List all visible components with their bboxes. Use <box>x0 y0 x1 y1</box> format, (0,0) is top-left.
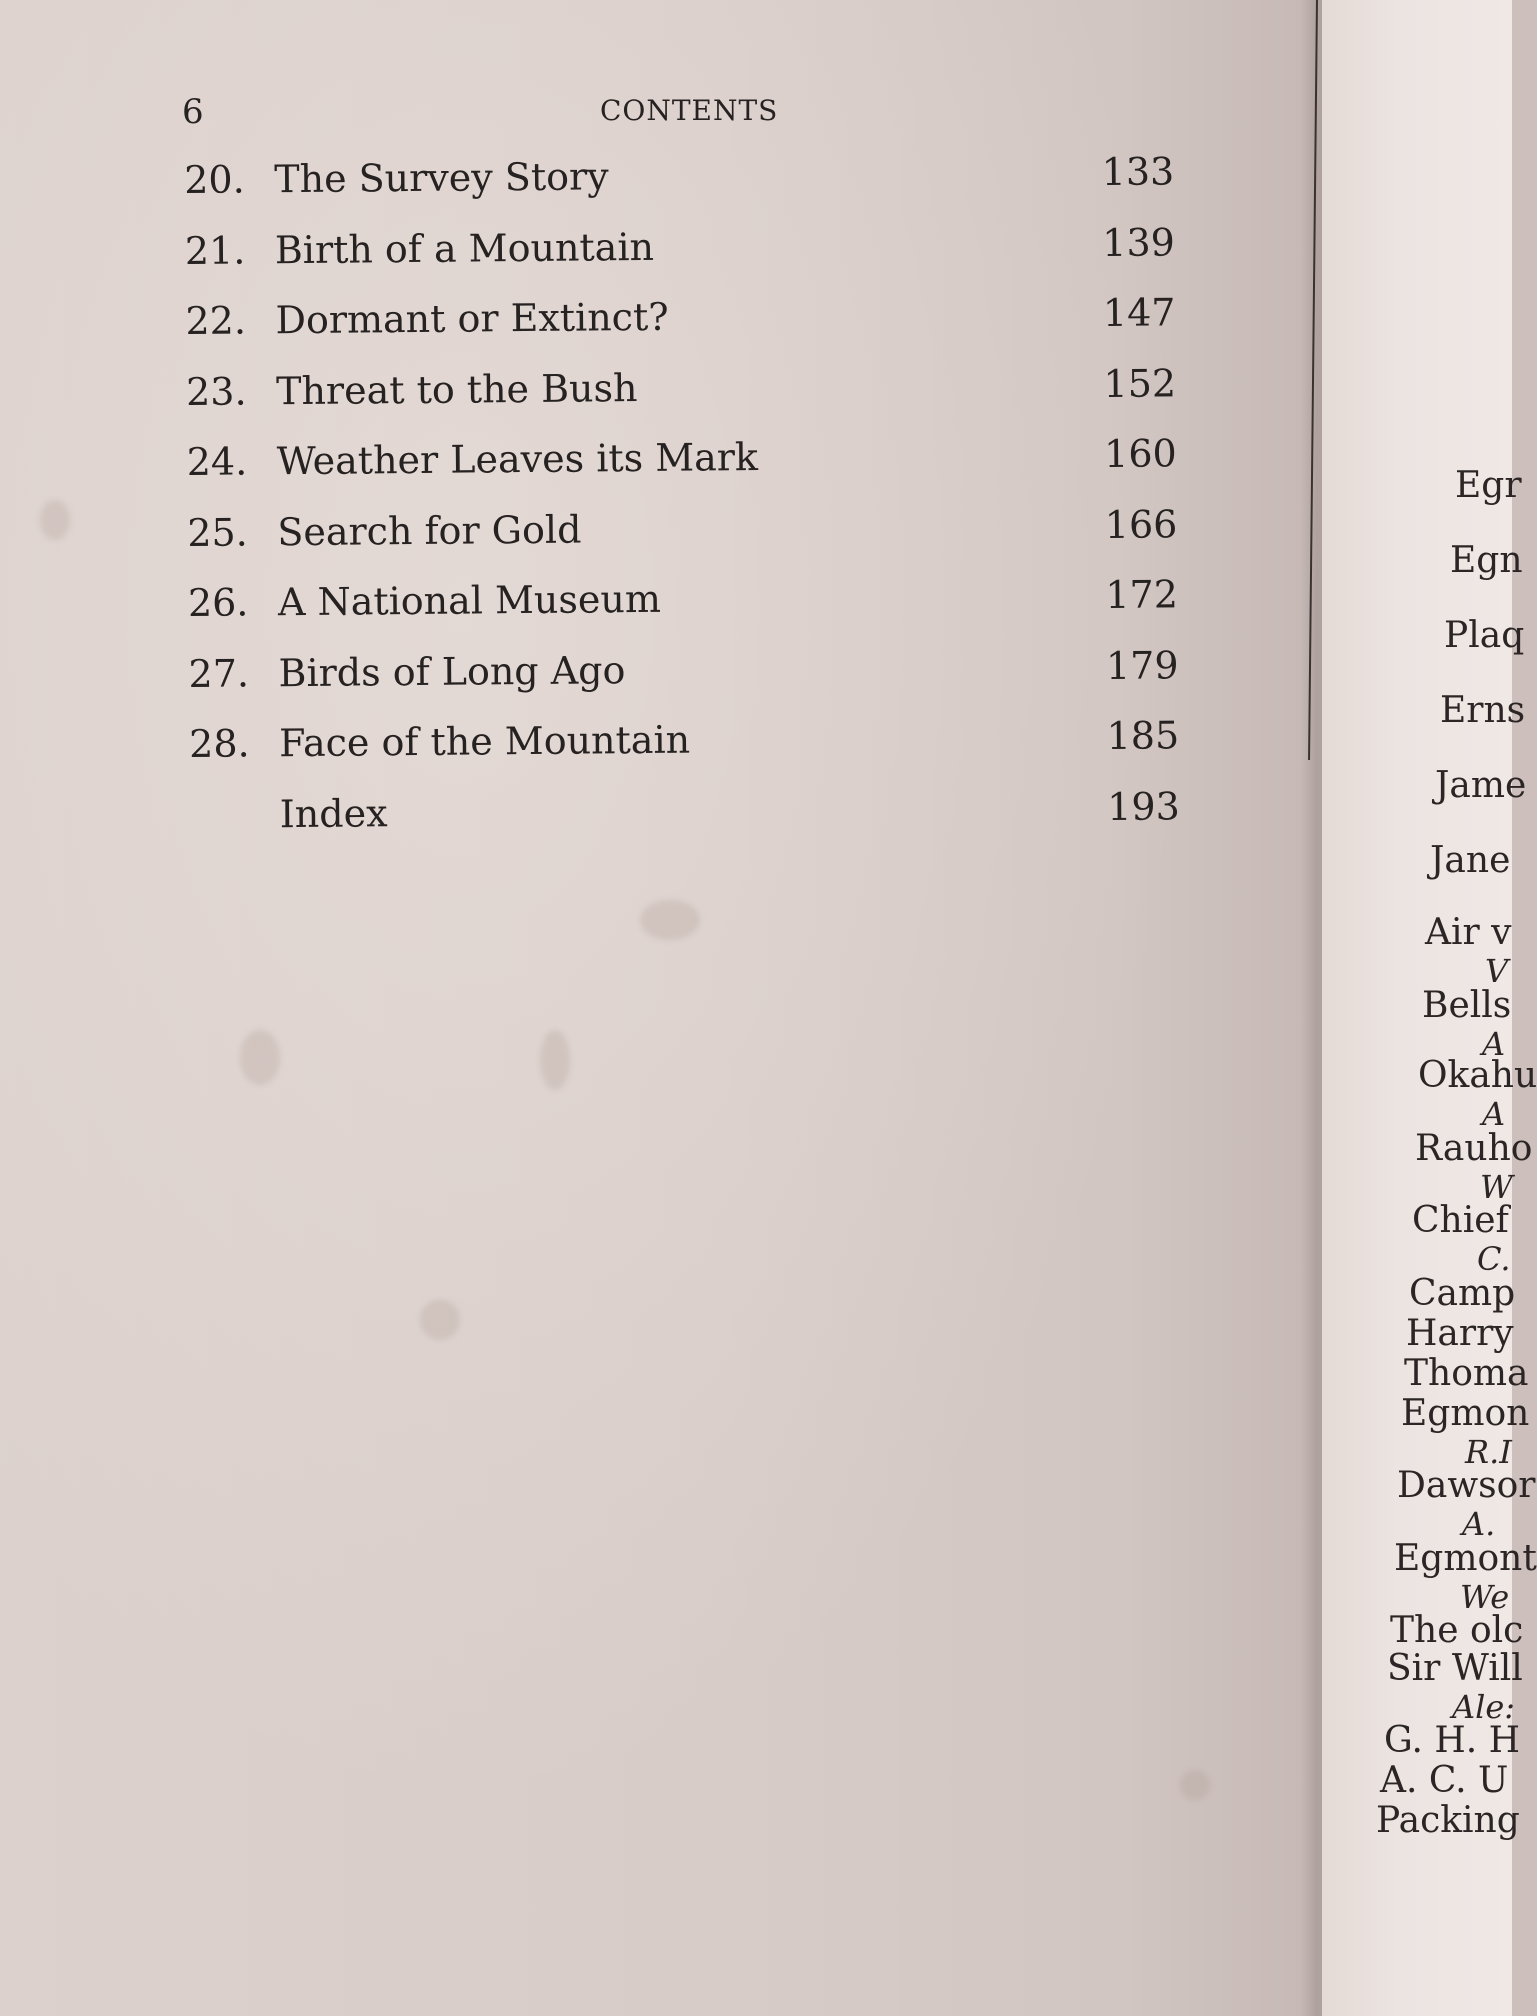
chapter-page: 172 <box>1105 572 1179 617</box>
chapter-title: The Survey Story <box>274 154 609 202</box>
table-of-contents <box>184 141 1230 855</box>
toc-entry <box>188 564 1229 644</box>
chapter-title: Birth of a Mountain <box>274 224 655 272</box>
facing-page-line: Ale: <box>1452 1688 1516 1726</box>
chapter-page: 179 <box>1105 642 1179 688</box>
facing-page-line: Bells <box>1422 985 1512 1026</box>
toc-entry <box>185 282 1226 362</box>
paper-stain <box>420 1300 460 1340</box>
facing-page-line: Jame <box>1435 765 1527 806</box>
chapter-title: Index <box>279 790 388 836</box>
facing-page-line: Egmont <box>1394 1538 1537 1579</box>
facing-page-line: Packing <box>1376 1800 1520 1841</box>
facing-page-line: Erns <box>1440 690 1526 731</box>
paper-stain <box>540 1030 570 1090</box>
chapter-number: 21. <box>184 227 246 273</box>
facing-page-line: C. <box>1477 1240 1511 1278</box>
toc-entry <box>186 352 1227 432</box>
chapter-title: Face of the Mountain <box>278 717 691 766</box>
paper-stain <box>40 500 70 540</box>
chapter-number: 24. <box>186 439 248 484</box>
chapter-page: 139 <box>1102 219 1176 265</box>
facing-page-line: A <box>1482 1025 1506 1063</box>
toc-entry <box>188 634 1229 714</box>
facing-page-line: Rauho <box>1415 1128 1533 1169</box>
facing-page-line: Plaq <box>1444 615 1525 656</box>
facing-page-line: Camp <box>1409 1273 1516 1314</box>
chapter-title: Dormant or Extinct? <box>275 294 669 343</box>
chapter-page: 160 <box>1103 431 1177 476</box>
facing-page-line: Egr <box>1455 465 1522 506</box>
facing-page-line: G. H. H <box>1384 1720 1521 1761</box>
chapter-title: Threat to the Bush <box>275 365 638 413</box>
facing-page-line: Sir Will <box>1387 1648 1523 1689</box>
page-number: 6 <box>182 92 204 132</box>
toc-entry <box>186 423 1227 503</box>
chapter-title: Weather Leaves its Mark <box>276 435 759 484</box>
toc-entry <box>189 705 1230 785</box>
facing-page-line: Thoma <box>1404 1353 1529 1394</box>
facing-page-line: A. C. U <box>1380 1760 1509 1801</box>
chapter-title: Search for Gold <box>277 507 582 554</box>
chapter-number: 22. <box>185 298 247 343</box>
toc-entry <box>184 141 1225 221</box>
chapter-page: 166 <box>1104 501 1178 547</box>
facing-page-line: R.I <box>1465 1433 1512 1471</box>
chapter-page: 152 <box>1103 360 1177 406</box>
chapter-number: 27. <box>188 650 250 696</box>
facing-page-line: Egmon <box>1401 1393 1530 1434</box>
facing-page-line: Air v <box>1425 912 1512 953</box>
paper-stain <box>240 1030 280 1085</box>
toc-entry <box>185 211 1226 291</box>
chapter-number: 25. <box>187 509 248 555</box>
facing-page-line: Dawsor <box>1397 1465 1536 1506</box>
facing-page-line: Jane <box>1430 840 1511 881</box>
chapter-number: 23. <box>185 368 247 414</box>
facing-page-line: Okahu <box>1418 1055 1537 1096</box>
facing-page-line: Chief <box>1412 1200 1509 1241</box>
paper-stain <box>640 900 700 940</box>
chapter-page: 193 <box>1107 783 1180 829</box>
facing-page-line: The olc <box>1390 1610 1524 1651</box>
facing-page-line: A. <box>1462 1505 1496 1543</box>
facing-page-line: Egn <box>1450 540 1523 581</box>
facing-page-line: V <box>1485 952 1509 990</box>
toc-entry-index <box>190 775 1231 855</box>
chapter-page: 133 <box>1101 149 1175 194</box>
chapter-title: A National Museum <box>277 576 662 625</box>
chapter-number: 26. <box>187 580 249 625</box>
facing-page-line: Harry <box>1406 1313 1514 1354</box>
chapter-number: 28. <box>188 721 250 766</box>
facing-page <box>1322 0 1537 2016</box>
facing-page-line: We <box>1460 1578 1510 1616</box>
facing-page-line: A <box>1482 1095 1506 1133</box>
chapter-page: 185 <box>1106 713 1180 758</box>
running-head: CONTENTS <box>600 94 779 127</box>
facing-page-line: W <box>1480 1168 1513 1206</box>
toc-entry <box>187 493 1228 573</box>
chapter-number: 20. <box>184 157 245 202</box>
chapter-page: 147 <box>1102 290 1176 335</box>
chapter-title: Birds of Long Ago <box>278 647 626 695</box>
paper-stain <box>1180 1770 1210 1800</box>
